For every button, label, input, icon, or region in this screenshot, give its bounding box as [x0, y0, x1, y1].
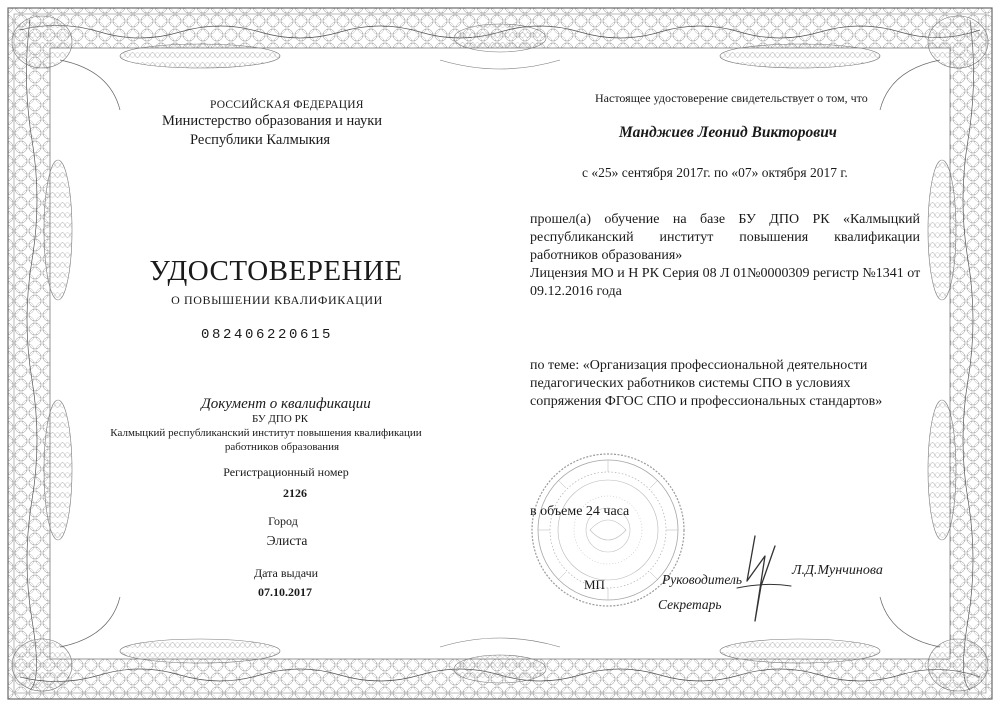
training-line-2: республиканский институт повышения квалификации: [530, 230, 920, 245]
organization-short: БУ ДПО РК: [251, 413, 309, 425]
training-line-3: работников образования»: [530, 248, 683, 263]
head-name: Л.Д.Мунчинова: [792, 563, 883, 578]
issue-date: 07.10.2017: [258, 585, 312, 599]
organization-name: Калмыцкий республиканский институт повышения квалификации: [110, 427, 422, 439]
organization-name-cont: работников образования: [224, 441, 340, 453]
topic-line-2: педагогических работников системы СПО в условиях: [530, 376, 851, 391]
registration-label: Регистрационный номер: [223, 465, 349, 479]
issue-date-label: Дата выдачи: [253, 566, 319, 580]
training-period: с «25» сентября 2017г. по «07» октября 2017 г.: [582, 165, 848, 180]
license-line-1: Лицензия МО и Н РК Серия 08 Л 01№0000309 регистр №1341 от: [530, 266, 921, 281]
document-caption: Документ о квалификации: [201, 396, 371, 412]
hours-volume: в объеме 24 часа: [530, 504, 630, 519]
holder-name: Манджиев Леонид Викторович: [619, 124, 837, 141]
ministry-republic: Республики Калмыкия: [190, 132, 331, 148]
topic-line-3: сопряжения ФГОС СПО и профессиональных стандартов»: [530, 394, 883, 409]
secretary-label: Секретарь: [658, 597, 722, 612]
country-name: РОССИЙСКАЯ ФЕДЕРАЦИЯ: [210, 99, 364, 111]
registration-number: 2126: [283, 486, 307, 500]
license-line-2: 09.12.2016 года: [530, 284, 622, 299]
city-value: Элиста: [266, 533, 308, 548]
topic-line-1: по теме: «Организация профессиональной деятельности: [530, 358, 868, 373]
ministry-name: Министерство образования и науки: [162, 113, 383, 129]
serial-number: 082406220615: [200, 327, 334, 343]
intro-text: Настоящее удостоверение свидетельствует о том, что: [595, 91, 868, 105]
certificate-subtitle: О ПОВЫШЕНИИ КВАЛИФИКАЦИИ: [171, 293, 383, 307]
city-label: Город: [268, 514, 298, 528]
seal-mark: МП: [584, 577, 605, 592]
certificate-title: УДОСТОВЕРЕНИЕ: [149, 255, 403, 287]
head-label: Руководитель: [662, 572, 743, 587]
training-line-1: прошел(а) обучение на базе БУ ДПО РК «Калмыцкий: [530, 212, 920, 227]
